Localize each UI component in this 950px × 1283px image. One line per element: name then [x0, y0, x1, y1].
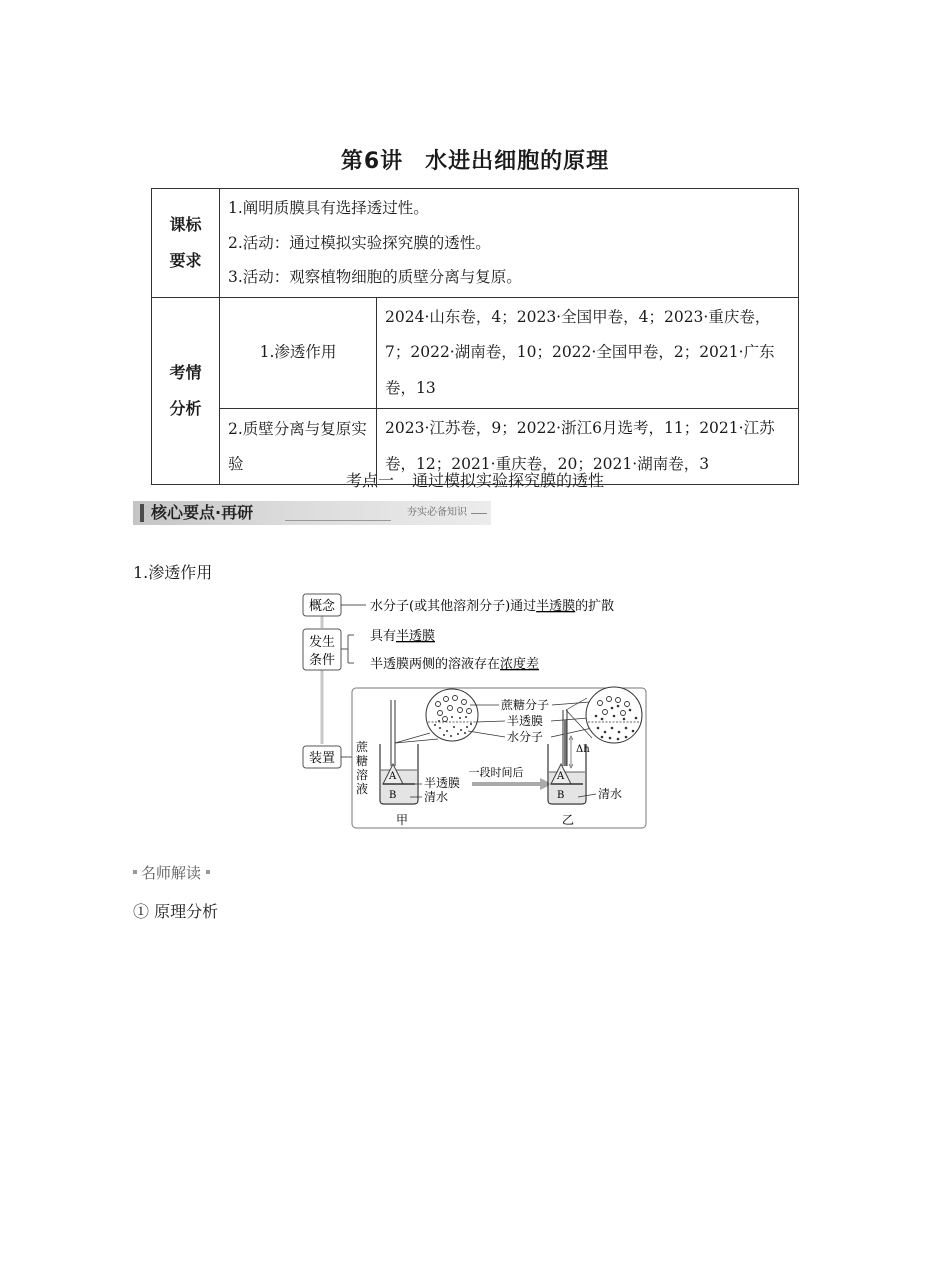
sucrose-char: 溶 — [356, 768, 369, 782]
water-label-jia: 清水 — [424, 790, 449, 804]
condition-box-line1: 发生 — [308, 635, 336, 650]
label-jia: 甲 — [395, 813, 409, 827]
standards-head-line2: 要求 — [169, 250, 202, 270]
label-a-jia: A — [389, 771, 397, 782]
analysis-head-line2: 分析 — [169, 398, 202, 418]
device-node — [303, 746, 352, 768]
condition2-pre: 半透膜两侧的溶液存在 — [370, 657, 501, 672]
analysis-row — [152, 297, 799, 409]
label-b-yi: B — [557, 790, 565, 801]
condition1-text — [370, 628, 435, 644]
exam-point-label: 考点一 — [345, 471, 394, 490]
analysis-header — [152, 297, 220, 485]
concept-text-post: 的扩散 — [575, 599, 615, 614]
time-label: 一段时间后 — [468, 766, 524, 779]
legend-membrane: 半透膜 — [507, 714, 544, 728]
water-label-yi: 清水 — [598, 787, 623, 801]
banner-tag-rule — [471, 513, 487, 514]
analysis-sources: 2023·江苏卷，9；2022·浙江6月选考，11；2021·江苏卷，12；2021·重庆卷，20；2021·湖南卷，3 — [377, 409, 799, 485]
condition2-key: 浓度差 — [500, 657, 540, 672]
sucrose-solution-label — [356, 739, 369, 796]
exam-point-heading — [0, 468, 950, 491]
banner-bar — [140, 504, 144, 522]
concept-node — [303, 594, 614, 616]
lecture-number: 第6讲 — [340, 149, 404, 174]
label-b-jia: B — [389, 790, 397, 801]
analysis-topic: 1.渗透作用 — [220, 297, 377, 409]
section-banner — [133, 501, 491, 525]
standards-head-line1: 课标 — [169, 214, 202, 234]
decor-square-right — [206, 870, 210, 874]
standard-item: 3.活动：观察植物细胞的质壁分离与复原。 — [228, 268, 522, 286]
standard-item: 2.活动：通过模拟实验探究膜的透性。 — [228, 233, 491, 252]
section-heading: 1.渗透作用 — [133, 563, 213, 582]
membrane-label-jia: 半透膜 — [424, 776, 461, 790]
standards-list — [220, 189, 799, 298]
condition-box-line2: 条件 — [308, 653, 336, 668]
teacher-notes-heading — [133, 862, 210, 883]
decor-square-left — [133, 870, 137, 874]
standard-item: 1.阐明质膜具有选择透过性。 — [228, 199, 429, 217]
sucrose-char: 糖 — [356, 754, 369, 768]
concept-text-pre: 水分子(或其他溶剂分子)通过 — [370, 599, 537, 614]
concept-text — [370, 598, 614, 614]
legend-sucrose: 蔗糖分子 — [501, 698, 550, 712]
banner-tag: 夯实必备知识 — [407, 507, 467, 518]
teacher-notes-label: 名师解读 — [141, 864, 202, 882]
label-a-yi: A — [557, 771, 565, 782]
analysis-head-line1: 考情 — [169, 362, 202, 382]
label-yi: 乙 — [561, 813, 575, 827]
banner-label: 核心要点·再研 — [151, 503, 254, 522]
standards-header — [152, 189, 220, 298]
condition1-key: 半透膜 — [396, 629, 436, 644]
requirements-table — [151, 188, 799, 485]
device-box-label: 装置 — [308, 751, 336, 766]
exam-point-text: 通过模拟实验探究膜的透性 — [412, 471, 605, 490]
sucrose-char: 液 — [356, 782, 369, 796]
condition2-text — [370, 656, 539, 672]
delta-h-label: Δh — [576, 744, 590, 755]
concept-text-key: 半透膜 — [536, 599, 576, 614]
lecture-topic: 水进出细胞的原理 — [425, 149, 610, 174]
analysis-sources: 2024·山东卷，4；2023·全国甲卷，4；2023·重庆卷，7；2022·湖南卷，10；2022·全国甲卷，2；2021·广东卷，13 — [377, 297, 799, 409]
principle-heading: ① 原理分析 — [133, 902, 219, 921]
legend-water: 水分子 — [507, 730, 544, 744]
condition-node — [303, 628, 539, 672]
sucrose-char: 蔗 — [356, 740, 369, 754]
page-title — [0, 144, 950, 175]
condition1-pre: 具有 — [370, 629, 397, 644]
concept-box-label: 概念 — [308, 599, 336, 614]
standards-row — [152, 189, 799, 298]
banner-rule — [285, 520, 391, 521]
osmosis-diagram — [300, 588, 650, 833]
analysis-topic: 2.质壁分离与复原实验 — [220, 409, 377, 485]
